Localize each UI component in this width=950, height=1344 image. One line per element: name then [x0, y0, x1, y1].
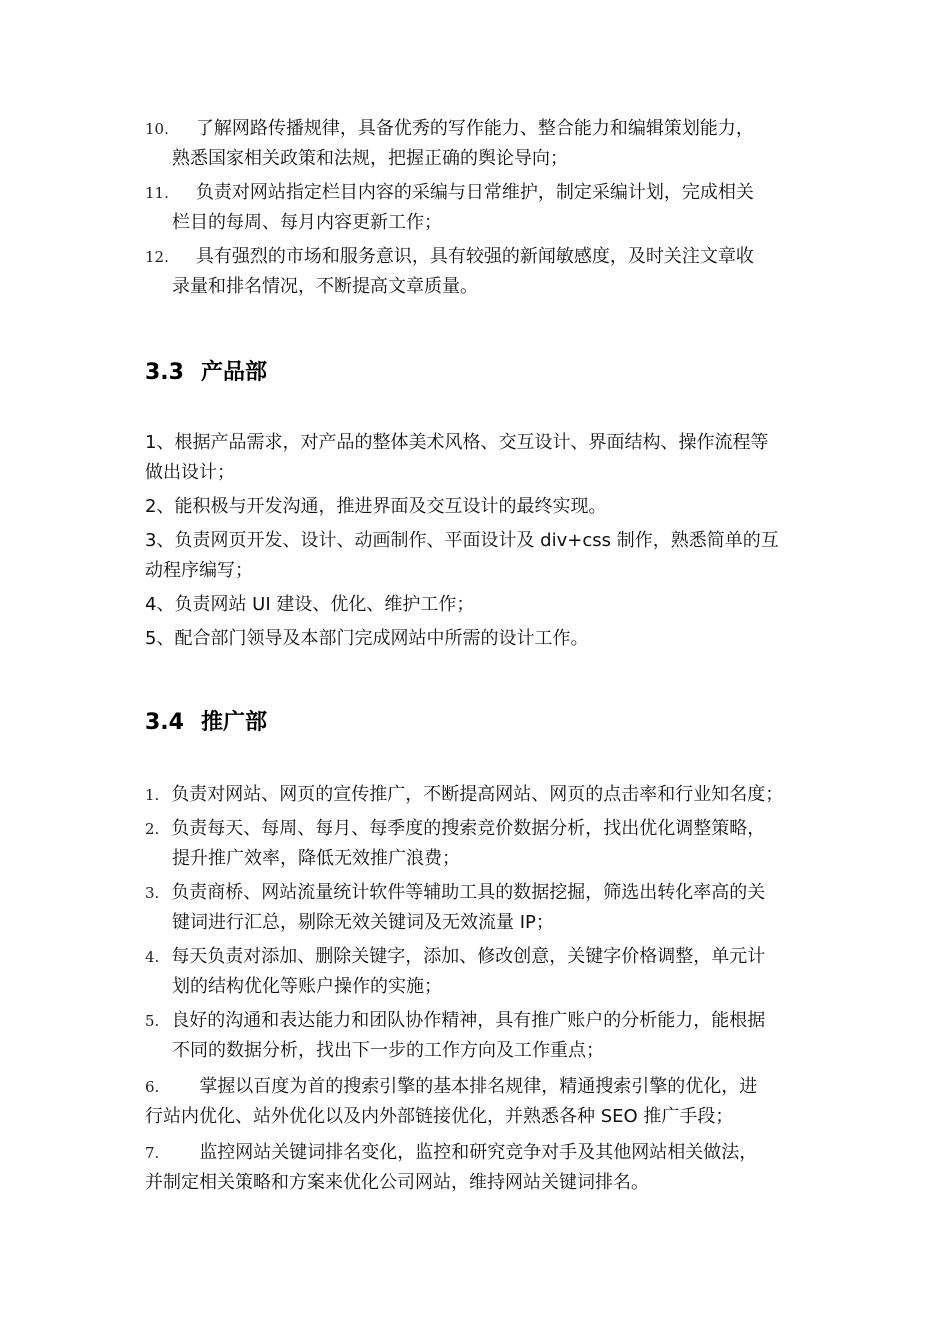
list-item-number: 3.	[145, 884, 160, 902]
list-item-text: 良好的沟通和表达能力和团队协作精神，具有推广账户的分析能力，能根据	[171, 1010, 766, 1031]
section-heading-3-3	[145, 358, 267, 388]
list-item-text: 监控网站关键词排名变化，监控和研究竞争对手及其他网站相关做法，	[199, 1142, 758, 1163]
promo-item-4-line2: 划的结构优化等账户操作的实施；	[172, 976, 442, 997]
list-item-text: 负责商桥、网站流量统计软件等辅助工具的数据挖掘，筛选出转化率高的关	[171, 882, 766, 903]
promo-item-3-line2: 键词进行汇总，剔除无效关键词及无效流量 IP；	[172, 912, 554, 933]
promo-item-2-line1	[145, 816, 765, 842]
list-item-text: 负责每天、每周、每月、每季度的搜索竞价数据分析，找出优化调整策略，	[171, 818, 766, 839]
list-item-12-line2: 录量和排名情况，不断提高文章质量。	[172, 276, 478, 297]
product-item-1-line1: 1、根据产品需求，对产品的整体美术风格、交互设计、界面结构、操作流程等	[145, 432, 769, 453]
list-item-number: 2.	[145, 820, 160, 838]
section-title: 推广部	[201, 710, 268, 735]
list-item-number: 5.	[145, 1012, 160, 1030]
product-item-3-line2: 动程序编写；	[145, 560, 253, 581]
promo-item-5-line2: 不同的数据分析，找出下一步的工作方向及工作重点；	[172, 1040, 604, 1061]
list-item-10-line1	[145, 116, 754, 142]
promo-item-4-line1	[145, 944, 765, 970]
list-item-number: 7.	[145, 1144, 160, 1162]
section-heading-3-4	[145, 708, 267, 738]
product-item-2: 2、能积极与开发沟通，推进界面及交互设计的最终实现。	[145, 496, 607, 517]
list-item-text: 了解网路传播规律，具备优秀的写作能力、整合能力和编辑策划能力，	[195, 118, 754, 139]
list-item-number: 1.	[145, 786, 160, 804]
promo-item-7-line1	[145, 1140, 757, 1166]
promo-item-6-line2: 行站内优化、站外优化以及内外部链接优化，并熟悉各种 SEO 推广手段；	[145, 1106, 734, 1127]
list-item-11-line1	[145, 180, 754, 206]
list-item-text: 负责对网站指定栏目内容的采编与日常维护，制定采编计划，完成相关	[195, 182, 754, 203]
list-item-number: 10.	[145, 120, 169, 138]
promo-item-1	[145, 782, 783, 808]
list-item-10-line2: 熟悉国家相关政策和法规，把握正确的舆论导向；	[172, 148, 568, 169]
promo-item-3-line1	[145, 880, 765, 906]
product-item-5: 5、配合部门领导及本部门完成网站中所需的设计工作。	[145, 628, 589, 649]
promo-item-7-line2: 并制定相关策略和方案来优化公司网站，维持网站关键词排名。	[145, 1172, 649, 1193]
list-item-text: 负责对网站、网页的宣传推广，不断提高网站、网页的点击率和行业知名度；	[171, 784, 784, 805]
promo-item-2-line2: 提升推广效率，降低无效推广浪费；	[172, 848, 460, 869]
list-item-text: 具有强烈的市场和服务意识，具有较强的新闻敏感度，及时关注文章收	[195, 246, 754, 267]
list-item-number: 12.	[145, 248, 169, 266]
list-item-text: 掌握以百度为首的搜索引擎的基本排名规律，精通搜索引擎的优化，进	[199, 1076, 758, 1097]
list-item-11-line2: 栏目的每周、每月内容更新工作；	[172, 212, 442, 233]
section-number: 3.3	[145, 360, 184, 385]
product-item-3-line1: 3、负责网页开发、设计、动画制作、平面设计及 div+css 制作，熟悉简单的互	[145, 530, 779, 551]
list-item-text: 每天负责对添加、删除关键字，添加、修改创意，关键字价格调整，单元计	[171, 946, 766, 967]
list-item-number: 4.	[145, 948, 160, 966]
promo-item-5-line1	[145, 1008, 765, 1034]
section-title: 产品部	[201, 360, 268, 385]
product-item-1-line2: 做出设计；	[145, 462, 235, 483]
promo-item-6-line1	[145, 1074, 757, 1100]
list-item-12-line1	[145, 244, 754, 270]
section-number: 3.4	[145, 710, 184, 735]
list-item-number: 11.	[145, 184, 169, 202]
product-item-4: 4、负责网站 UI 建设、优化、维护工作；	[145, 594, 475, 615]
list-item-number: 6.	[145, 1078, 160, 1096]
